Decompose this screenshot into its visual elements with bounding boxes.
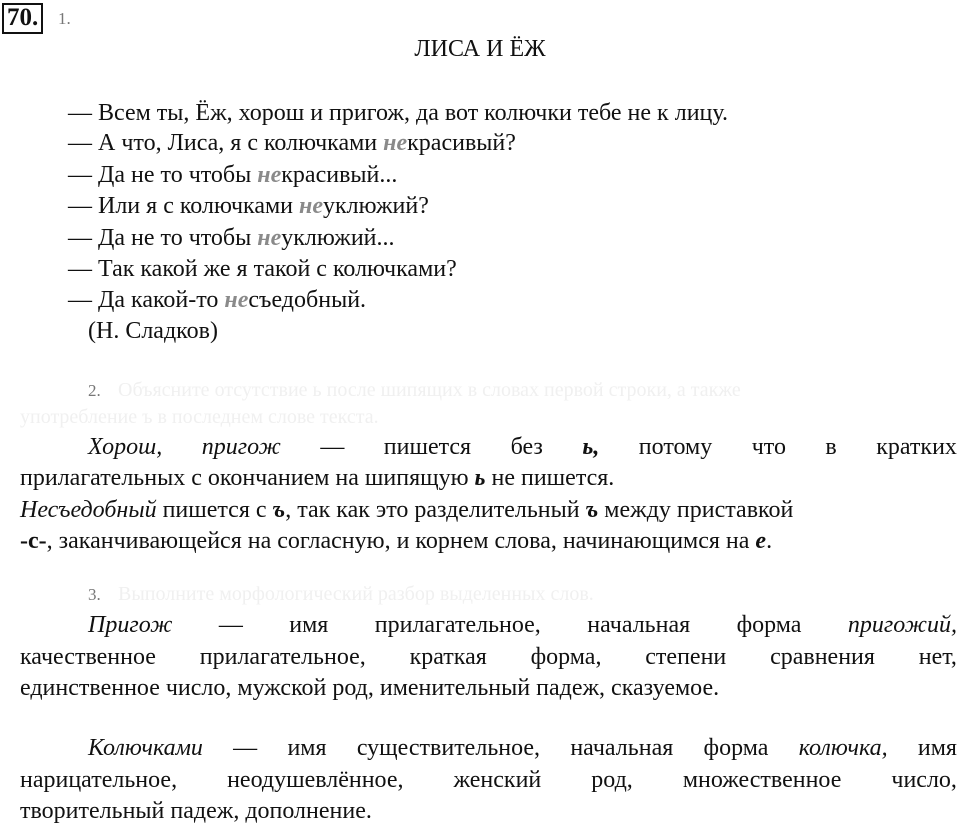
- word: —: [218, 612, 243, 638]
- prefix-ne: не: [257, 162, 282, 188]
- word: Пригож: [88, 612, 173, 638]
- dialogue-line-3: — Да не то чтобы некрасивый...: [68, 162, 398, 188]
- word: что: [751, 434, 786, 460]
- word: имя: [287, 735, 327, 761]
- word: начальная: [570, 735, 674, 761]
- word: форма: [736, 612, 802, 638]
- prefix-ne: не: [257, 225, 282, 251]
- task-2-number: 2.: [88, 381, 101, 400]
- word: краткая: [409, 644, 487, 670]
- prefix-ne: не: [299, 193, 323, 219]
- word: качественное: [20, 644, 156, 670]
- word: —: [320, 434, 345, 460]
- exercise-number: 70.: [2, 3, 43, 34]
- prefix-ne: не: [383, 130, 408, 156]
- word: сравнения: [770, 644, 875, 670]
- word: неодушевлённое,: [227, 767, 404, 793]
- dialogue-line-6: — Так какой же я такой с колючками?: [68, 256, 457, 282]
- word: род,: [591, 767, 633, 793]
- task-3-kolyuchkami-2: [20, 765, 957, 796]
- task-3-prompt: Выполните морфологический разбор выделенных слов.: [118, 583, 594, 605]
- word: множественное: [682, 767, 842, 793]
- word: начальная: [587, 612, 691, 638]
- word: нарицательное,: [20, 767, 178, 793]
- task-2-answer-1-cont: прилагательных с окончанием на шипящую ь не пишется.: [20, 465, 615, 491]
- word: Хорош,: [88, 434, 163, 460]
- word: —: [233, 735, 258, 761]
- word: степени: [645, 644, 727, 670]
- word: кратких: [876, 434, 957, 460]
- word: Колючками: [88, 735, 203, 761]
- task-1-number: 1.: [58, 9, 71, 28]
- task-3-pridozh-2: [20, 642, 957, 673]
- task-2-answer-2: Несъедобный пишется с ъ, так как это разделительный ъ между приставкой: [20, 497, 794, 523]
- prefix-ne: не: [224, 287, 249, 313]
- word: без: [510, 434, 543, 460]
- task-3-kolyuchkami-3: творительный падеж, дополнение.: [20, 798, 372, 824]
- word: женский: [453, 767, 542, 793]
- story-title: ЛИСА И ЁЖ: [414, 36, 546, 62]
- author: (Н. Сладков): [88, 318, 218, 344]
- task-2-answer-1: [88, 432, 957, 463]
- dialogue-line-7: — Да какой-то несъедобный.: [68, 287, 367, 313]
- word: пригожий,: [847, 612, 957, 638]
- task-3-kolyuchkami-1: [88, 733, 957, 764]
- word: в: [825, 434, 837, 460]
- word: число,: [891, 767, 957, 793]
- task-2-prompt-cont: употребление ъ в последнем слове текста.: [20, 406, 379, 428]
- dialogue-line-1: — Всем ты, Ёж, хорош и пригож, да вот колючки тебе не к лицу.: [68, 100, 728, 126]
- task-2-answer-2-cont: -с-, заканчивающейся на согласную, и корнем слова, начинающимся на е.: [20, 528, 773, 554]
- word: прилагательное,: [199, 644, 366, 670]
- dialogue-line-4: — Или я с колючками неуклюжий?: [68, 193, 429, 219]
- word: колючка,: [798, 735, 888, 761]
- word: ь,: [582, 434, 600, 460]
- task-3-pridozh-3: единственное число, мужской род, именительный падеж, сказуемое.: [20, 675, 720, 701]
- word: прилагательное,: [374, 612, 541, 638]
- dialogue-line-2: — А что, Лиса, я с колючками некрасивый?: [68, 130, 516, 156]
- word: форма: [703, 735, 769, 761]
- word: имя: [917, 735, 957, 761]
- task-3-number: 3.: [88, 585, 101, 604]
- word: нет,: [918, 644, 957, 670]
- word: существительное,: [356, 735, 541, 761]
- task-2-prompt: Объясните отсутствие ь после шипящих в словах первой строки, а также: [118, 379, 741, 401]
- word: форма,: [530, 644, 602, 670]
- word: пригож: [201, 434, 281, 460]
- task-3-pridozh-1: [88, 610, 957, 641]
- word: пишется: [383, 434, 472, 460]
- word: имя: [289, 612, 329, 638]
- word: потому: [638, 434, 713, 460]
- dialogue-line-5: — Да не то чтобы неуклюжий...: [68, 225, 395, 251]
